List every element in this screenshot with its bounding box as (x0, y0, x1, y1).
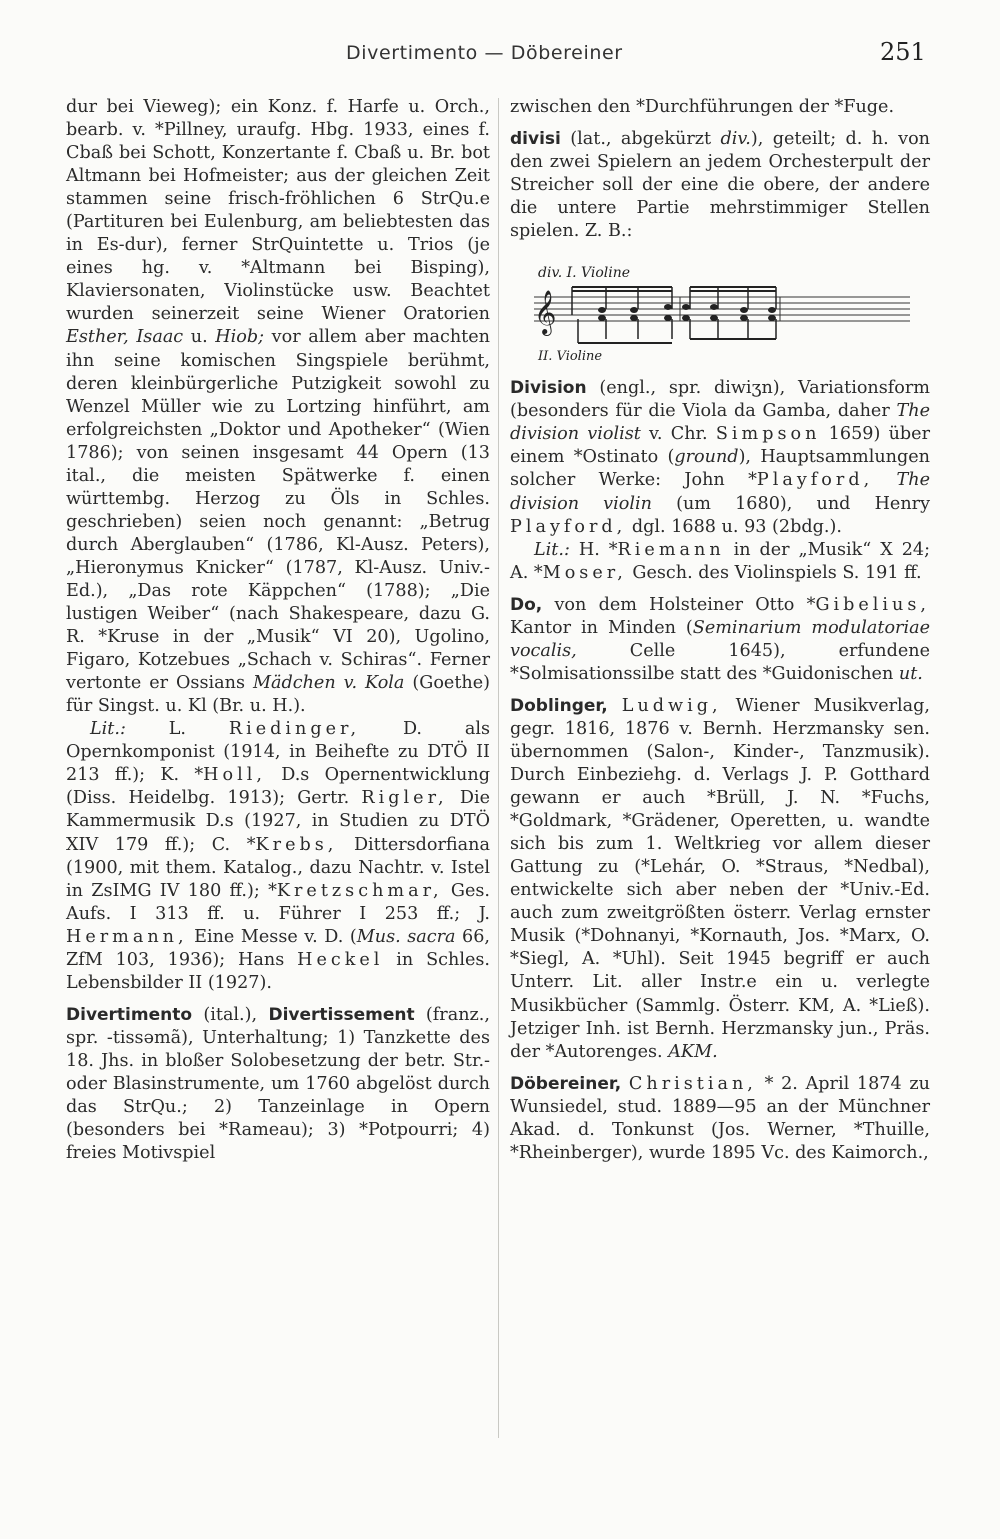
column-divider (498, 98, 499, 1438)
entry-divertimento: Divertimento (ital.), Divertissement (franz., spr. -tissəmã), Unterhaltung; 1) Tanzkette des 18. Jhs. in bloßer Solobesetzung der betr. Str.- oder Blasinstrumente, um 1760 abgelöst durch das StrQu.; 2) Tanzeinlage in Opern (besonders bei *Rameau); 3) *Potpourri; 4) freies Motivspiel (66, 1004, 490, 1164)
staff-lines (534, 297, 910, 321)
entry-do: Do, von dem Holsteiner Otto *Gibelius, Kantor in Minden (Seminarium modulatoriae vocalis, Celle 1645), erfundene *Solmisationssilbe statt des *Guidonischen ut. (510, 594, 930, 684)
treble-clef-icon: 𝄞 (534, 290, 557, 335)
page-number: 251 (880, 38, 926, 66)
entry-doblinger: Doblinger, Ludwig, Wiener Musikverlag, gegr. 1816, 1876 v. Bernh. Herzmansky sen. übernommen (Salon-, Kinder-, Tanzmusik). Durch Einbeziehg. d. Verlags J. P. Gotthard gewann er auch *Brüll, J. N. *Fuchs, *Goldmark, *Grädener, Operetten, u. wandte sich bis zum 1. Weltkrieg vor allem dieser Gattung zu (*Lehár, O. *Straus, *Nedbal), entwickelte sich aber neben der *Univ.-Ed. auch zum zweitgrößten österr. Verlag ernster Musik (*Dohnanyi, *Kornauth, Jos. *Marx, O. *Siegl, A. *Uhl). Seit 1945 begriff er auch Unterr. Lit. aller Instr.e ein u. verlegte Musikbücher (Sammlg. Österr. KM, A. *Ließ). Jetziger Inh. ist Bernh. Herzmansky jun., Präs. der *Autorenges. AKM. (510, 695, 930, 1062)
dittersdorf-entry-continued: dur bei Vieweg); ein Konz. f. Harfe u. Orch., bearb. v. *Pillney, uraufg. Hbg. 1933, eines f. Cbaß bei Schott, Konzertante f. Cbaß u. Br. bot Altmann bei Hofmeister; aus der gleichen Zeit stammen seine frisch-fröhlichen 6 StrQu.e (Partituren bei Eulenburg, am beliebtesten das in Es-dur), ferner StrQuintette u. Trios (je eines hg. v. *Altmann bei Bisping), Klaviersonaten, Violinstücke usw. Beachtet wurden seinerzeit seine Wiener Oratorien Esther, Isaac u. Hiob; vor allem aber machten ihn seine komischen Singspiele berühmt, deren kleinbürgerliche Putzigkeit sowohl zu Wenzel Müller wie zu Lortzing hinführt, am erfolgreichsten „Doktor und Apotheker“ (Wien 1786); von seinen insgesamt 44 Opern (13 ital., die meisten Spätwerke f. einen württembg. Herzog zu Öls in Schles. geschrieben) seien noch genannt: „Betrug durch Aberglauben“ (1786, Kl-Ausz. Peters), „Hieronymus Knicker“ (1787, Kl-Ausz. Univ.-Ed.), „Das rote Käppchen“ (1788); „Die lustigen Weiber“ (nach Shakespeare, dazu G. R. *Kruse in der „Musik“ VI 20), Ugolino, Figaro, Kotzebues „Schach v. Schiras“. Ferner vertonte er Ossians Mädchen v. Kola (Goethe) für Singst. u. Kl (Br. u. H.). (66, 97, 490, 717)
headword: Doblinger, (510, 695, 608, 716)
running-title: Divertimento — Döbereiner (346, 42, 623, 64)
music-example-divisi (510, 263, 930, 363)
headword: Do, (510, 594, 543, 615)
entry-divisi: divisi (lat., abgekürzt div.), geteilt; d. h. von den zwei Spielern an jedem Orchesterpult der Streicher soll der eine die obere, der andere die untere Partie mehrstimmiger Stellen spielen. Z. B.: (510, 129, 930, 242)
headword: divisi (510, 129, 561, 150)
headword: Division (510, 378, 587, 399)
music-label-violin-2: II. Violine (538, 349, 603, 364)
division-literature: Lit.: H. *Riemann in der „Musik“ X 24; A. *Moser, Gesch. des Violinspiels S. 191 ff. (510, 539, 931, 583)
lower-beams (578, 339, 776, 343)
literature-paragraph: Lit.: L. Riedinger, D. als Opernkomponist (1914, in Beihefte zu DTÖ II 213 ff.); K. *Holl, D.s Opernentwicklung (Diss. Heidelbg. 1913); Gertr. Rigler, Die Kammermusik D.s (1927, in Studien zu DTÖ XIV 179 ff.); C. *Krebs, Dittersdorfiana (1900, mit them. Katalog., dazu Nachtr. v. Istel in ZsIMG IV 180 ff.); *Kretzschmar, Ges. Aufs. I 313 ff. u. Führer I 253 ff.; J. Hermann, Eine Messe v. D. (Mus. sacra 66, ZfM 103, 1936); Hans Heckel in Schles. Lebensbilder II (1927). (66, 719, 490, 993)
headword: Döbereiner, (510, 1073, 622, 1094)
right-column (510, 96, 930, 1165)
left-column (66, 96, 490, 1165)
upper-beams (572, 287, 776, 291)
headword: Divertissement (268, 1004, 415, 1025)
page-header (0, 38, 1000, 78)
headword: Divertimento (66, 1004, 193, 1025)
entry-doebereiner: Döbereiner, Christian, * 2. April 1874 zu Wunsiedel, stud. 1889—95 an der Münchner Akad. d. Tonkunst (Jos. Werner, *Thuille, *Rheinberger), wurde 1895 Vc. des Kaimorch., (510, 1073, 930, 1163)
noteheads (598, 304, 776, 321)
entry-division: Division (engl., spr. diwiʒn), Variationsform (besonders für die Viola da Gamba, daher The division violist v. Chr. Simpson 1659) über einem *Ostinato (ground), Hauptsammlungen solcher Werke: John *Playford, The division violin (um 1680), und Henry Playford, dgl. 1688 u. 93 (2bdg.). (510, 378, 931, 537)
fuge-continued: zwischen den *Durchführungen der *Fuge. (510, 97, 895, 117)
music-label-violin-1: div. I. Violine (538, 265, 631, 282)
